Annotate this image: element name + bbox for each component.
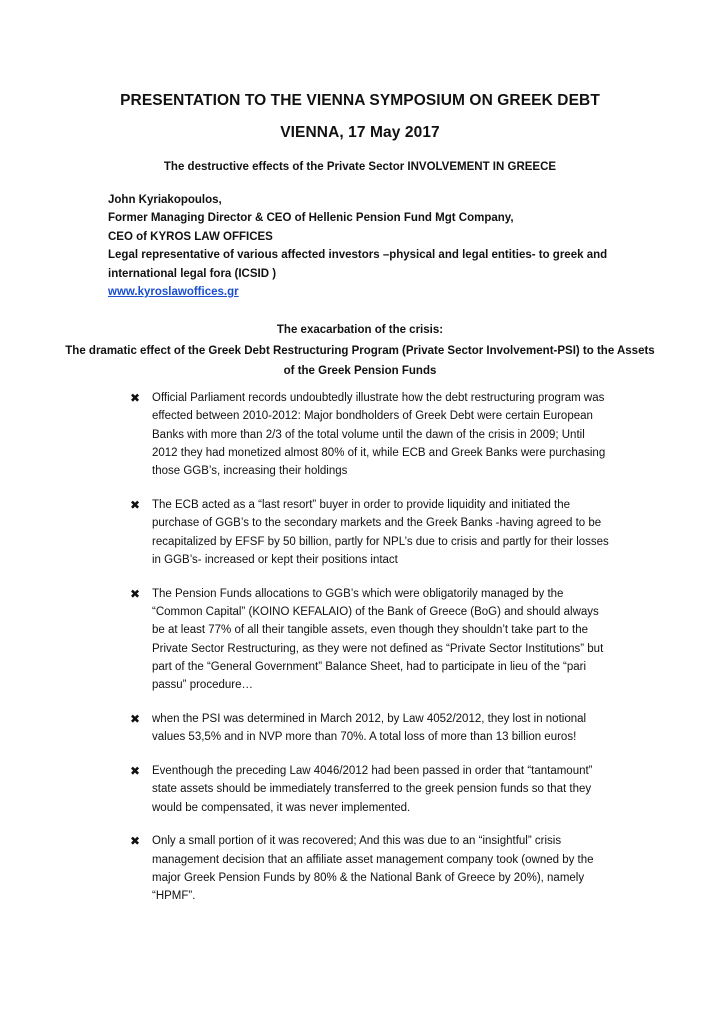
section-heading — [60, 320, 660, 382]
author-role-former: Former Managing Director & CEO of Hellenic Pension Fund Mgt Company, — [108, 212, 514, 225]
cross-mark-icon: ✖ — [130, 834, 141, 849]
list-item — [130, 585, 610, 695]
section-heading-line2: The dramatic effect of the Greek Debt Restructuring Program (Private Sector Involvement-PSI) to the Assets of the Greek Pension Funds — [65, 344, 655, 377]
list-item-text: Only a small portion of it was recovered; And this was due to an “insightful” crisis management decision that an affiliate asset management company took (owned by the major Greek Pension Funds by 80% & the National Bank of Greece by 20%), namely “HPMF”. — [152, 835, 594, 903]
cross-mark-icon: ✖ — [130, 497, 141, 512]
cross-mark-icon: ✖ — [130, 711, 141, 726]
author-block — [108, 191, 618, 301]
cross-mark-icon: ✖ — [130, 764, 141, 779]
list-item-text: The Pension Funds allocations to GGB’s which were obligatorily managed by the “Common Capital” (KOINO KEFALAIO) of the Bank of Greece (BoG) and should always be at least 77% of all their tangible assets, even though they shouldn’t take part to the Private Sector Restructuring, as they were not defined as “Private Sector Institutions” but part of the “General Government” Balance Sheet, had to participate in lieu of the “pari passu” procedure… — [152, 587, 604, 692]
list-item-text: The ECB acted as a “last resort” buyer in order to provide liquidity and initiated the purchase of GGB’s to the secondary markets and the Greek Banks -having agreed to be recapitalized by EFSF by 50 billion, partly for NPL’s due to crisis and partly for their losses in GGB’s- increased or kept their positions intact — [152, 498, 609, 566]
website-link[interactable]: www.kyroslawoffices.gr — [108, 286, 239, 299]
list-item — [130, 762, 610, 817]
list-item-text: Eventhough the preceding Law 4046/2012 had been passed in order that “tantamount” state assets should be immediately transferred to the greek pension funds so that they would be compensated, it was never implemented. — [152, 765, 593, 814]
list-item — [130, 832, 610, 905]
list-item-text: Official Parliament records undoubtedly illustrate how the debt restructuring program was effected between 2010-2012: Major bondholders of Greek Debt were certain European Banks with more than 2/3 of the total volume until the dawn of the crisis in 2009; Until 2012 they had monetized almost 80% of it, while ECB and Greek Banks were purchasing those GGB’s, increasing their holdings — [152, 392, 606, 478]
author-role-ceo: CEO of KYROS LAW OFFICES — [108, 230, 273, 243]
section-heading-line1: The exacarbation of the crisis: — [276, 324, 444, 336]
list-item — [130, 496, 610, 569]
list-item-text: when the PSI was determined in March 2012, by Law 4052/2012, they lost in notional values 53,5% and in NVP more than 70%. A total loss of more than 13 billion euros! — [152, 712, 587, 744]
location-date: VIENNA, 17 May 2017 — [280, 124, 440, 141]
cross-mark-icon: ✖ — [130, 586, 141, 601]
list-item — [130, 710, 610, 747]
bullet-list — [130, 389, 610, 921]
document-subtitle: The destructive effects of the Private Sector INVOLVEMENT IN GREECE — [163, 161, 557, 173]
author-role-legal: Legal representative of various affected investors –physical and legal entities- to greek and international legal fora (ICSID ) — [108, 249, 608, 280]
cross-mark-icon: ✖ — [130, 391, 141, 405]
list-item — [130, 389, 610, 480]
document-title: PRESENTATION TO THE VIENNA SYMPOSIUM ON GREEK DEBT — [120, 92, 600, 109]
author-website-line — [108, 283, 618, 301]
author-name: John Kyriakopoulos, — [108, 194, 222, 206]
